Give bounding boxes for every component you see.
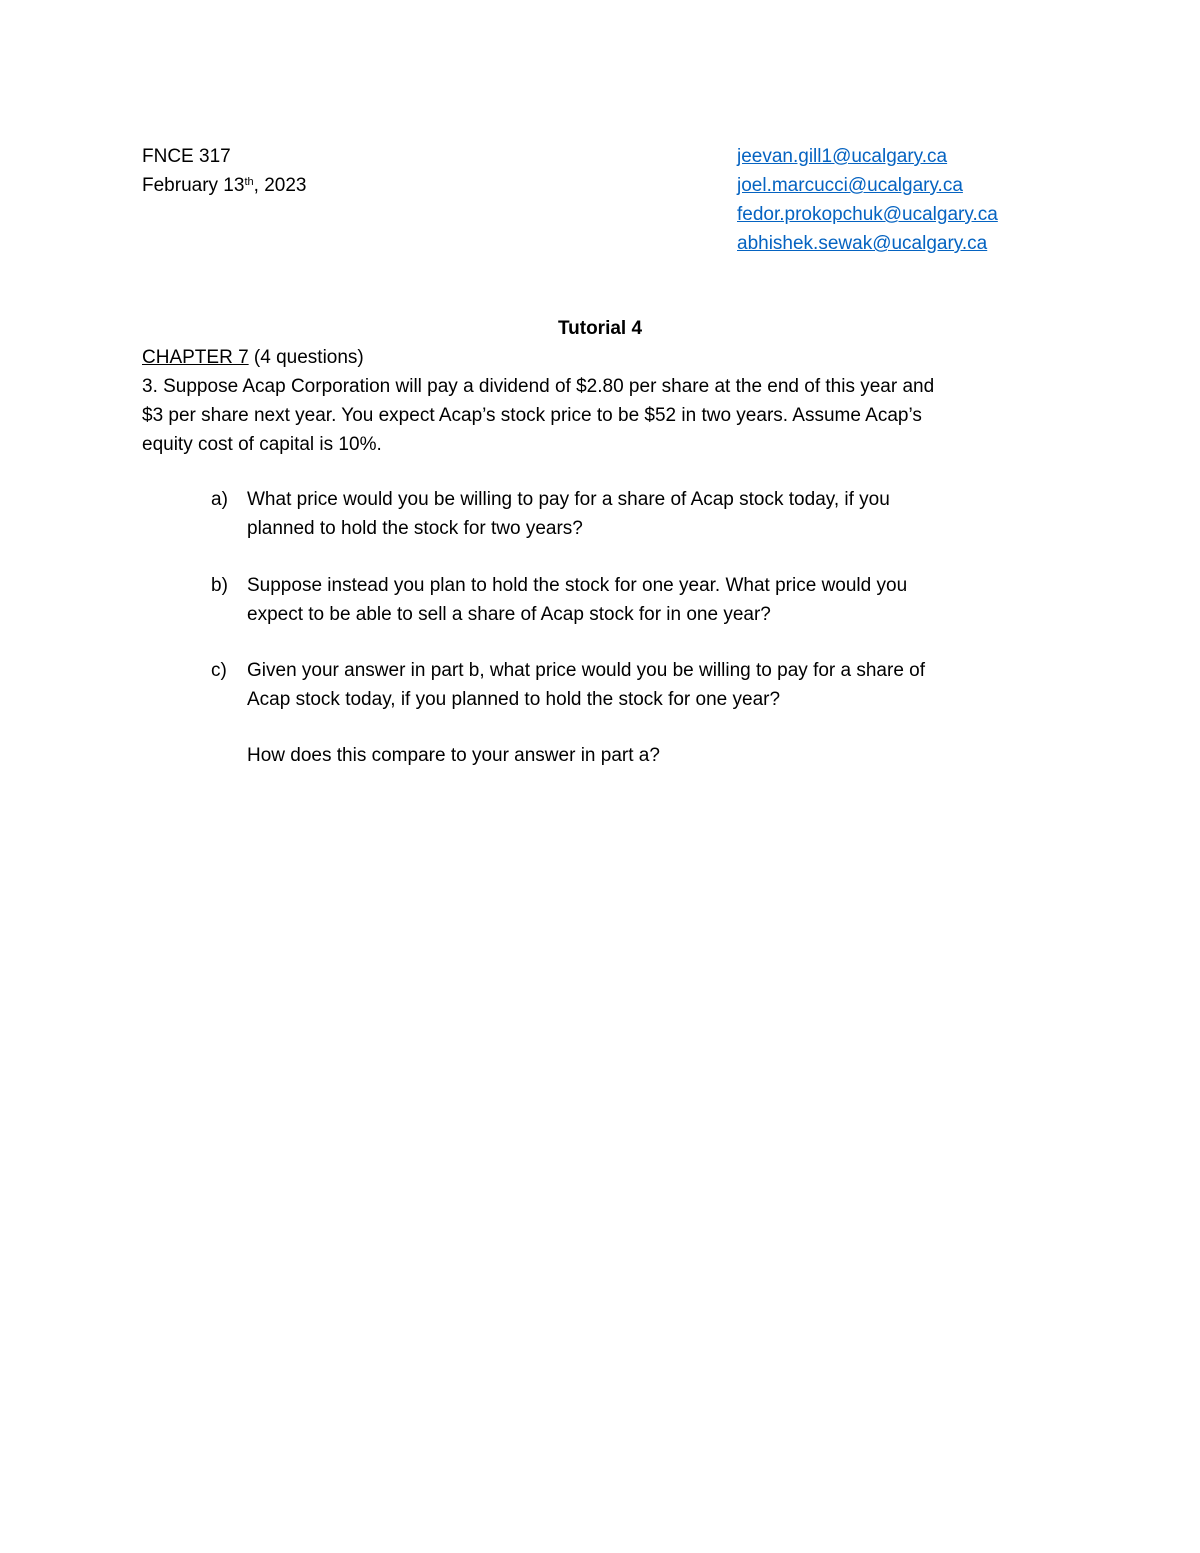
contact-emails <box>737 142 998 258</box>
date-main: February 13 <box>142 175 245 196</box>
chapter-question-count: (4 questions) <box>248 347 364 368</box>
date-tail: , 2023 <box>253 175 307 196</box>
part-text-line-1: Given your answer in part b, what price would you be willing to pay for a share of <box>247 660 926 681</box>
chapter-line <box>142 343 364 372</box>
date-superscript: th <box>244 176 254 188</box>
question-intro-line-1: 3. Suppose Acap Corporation will pay a dividend of $2.80 per share at the end of this year and <box>142 376 935 397</box>
course-code: FNCE 317 <box>142 146 231 167</box>
email-link-joel[interactable]: joel.marcucci@ucalgary.ca <box>737 175 963 196</box>
part-label: b) <box>211 575 228 596</box>
followup-question: How does this compare to your answer in part a? <box>247 745 660 766</box>
email-link-abhishek[interactable]: abhishek.sewak@ucalgary.ca <box>737 233 988 254</box>
part-label: c) <box>211 660 227 681</box>
part-text-line-2: planned to hold the stock for two years? <box>247 518 583 539</box>
part-text-line-1: Suppose instead you plan to hold the stock for one year. What price would you <box>247 575 908 596</box>
part-text-line-2: expect to be able to sell a share of Acap stock for in one year? <box>247 604 771 625</box>
part-label: a) <box>211 489 228 510</box>
document-date <box>142 171 306 200</box>
question-intro <box>142 372 1042 459</box>
question-part-b <box>211 571 1031 629</box>
email-link-jeevan[interactable]: jeevan.gill1@ucalgary.ca <box>737 146 948 167</box>
part-text-line-1: What price would you be willing to pay for a share of Acap stock today, if you <box>247 489 890 510</box>
chapter-heading: CHAPTER 7 <box>142 347 249 368</box>
question-part-a <box>211 485 1031 543</box>
question-intro-line-3: equity cost of capital is 10%. <box>142 434 382 455</box>
page-title: Tutorial 4 <box>557 318 643 339</box>
question-intro-line-2: $3 per share next year. You expect Acap’s stock price to be $52 in two years. Assume Acap’s <box>142 405 922 426</box>
email-link-fedor[interactable]: fedor.prokopchuk@ucalgary.ca <box>737 204 998 225</box>
question-part-c <box>211 656 1031 714</box>
part-text-line-2: Acap stock today, if you planned to hold the stock for one year? <box>247 689 781 710</box>
